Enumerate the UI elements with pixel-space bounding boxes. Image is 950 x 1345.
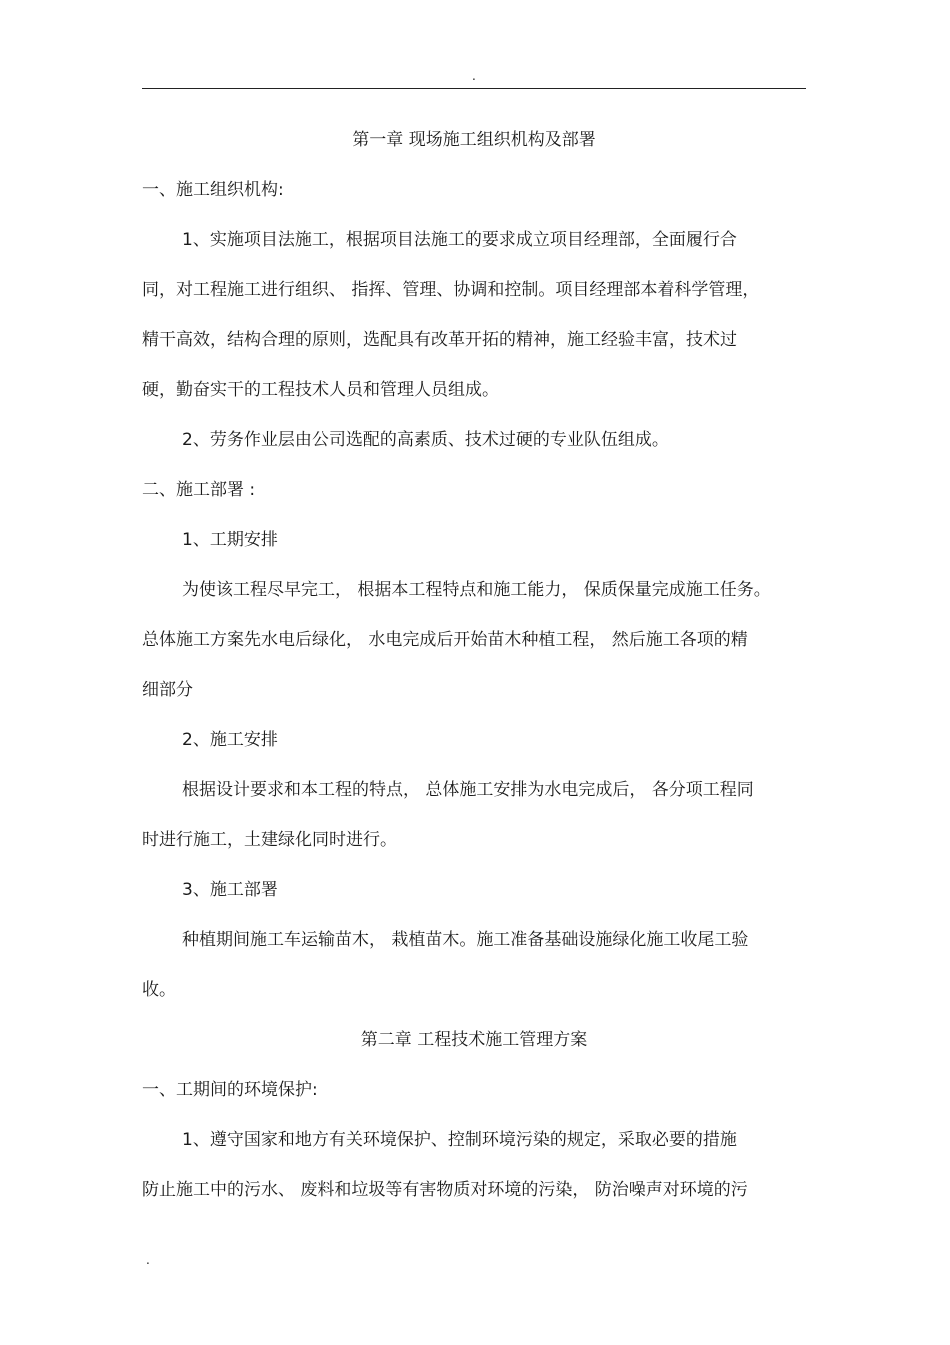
- header-mark: .: [472, 69, 476, 83]
- section-heading: 一、工期间的环境保护:: [142, 1080, 318, 1100]
- paragraph-line: 1、遵守国家和地方有关环境保护、控制环境污染的规定，采取必要的措施: [182, 1130, 737, 1150]
- header-rule: [142, 88, 806, 89]
- paragraph-line: 为使该工程尽早完工， 根据本工程特点和施工能力， 保质保量完成施工任务。: [182, 580, 771, 600]
- subsection-heading: 3、施工部署: [182, 880, 278, 900]
- section-heading: 二、施工部署 :: [142, 480, 256, 500]
- paragraph-line: 防止施工中的污水、 废料和垃圾等有害物质对环境的污染， 防治噪声对环境的污: [142, 1180, 748, 1200]
- document-body: [142, 115, 806, 1215]
- paragraph-line: 种植期间施工车运输苗木， 栽植苗木。施工准备基础设施绿化施工收尾工验: [182, 930, 749, 950]
- chapter-2-title: 第二章 工程技术施工管理方案: [360, 1030, 588, 1050]
- paragraph-line: 时进行施工，土建绿化同时进行。: [142, 830, 397, 850]
- footer-mark: .: [146, 1253, 150, 1267]
- paragraph-line: 总体施工方案先水电后绿化， 水电完成后开始苗木种植工程， 然后施工各项的精: [142, 630, 748, 650]
- subsection-heading: 2、施工安排: [182, 730, 278, 750]
- paragraph-line: 细部分: [142, 680, 193, 700]
- paragraph-line: 1、实施项目法施工，根据项目法施工的要求成立项目经理部，全面履行合: [182, 230, 737, 250]
- paragraph-line: 硬，勤奋实干的工程技术人员和管理人员组成。: [142, 380, 499, 400]
- paragraph-line: 收。: [142, 980, 176, 1000]
- section-heading: 一、施工组织机构:: [142, 180, 284, 200]
- subsection-heading: 1、工期安排: [182, 530, 278, 550]
- paragraph-line: 同，对工程施工进行组织、 指挥、管理、协调和控制。项目经理部本着科学管理，: [142, 280, 760, 300]
- paragraph-line: 2、劳务作业层由公司选配的高素质、技术过硬的专业队伍组成。: [182, 430, 669, 450]
- paragraph-line: 精干高效，结构合理的原则，选配具有改革开拓的精神，施工经验丰富，技术过: [142, 330, 737, 350]
- chapter-1-title: 第一章 现场施工组织机构及部署: [352, 130, 596, 150]
- paragraph-line: 根据设计要求和本工程的特点， 总体施工安排为水电完成后， 各分项工程同: [182, 780, 754, 800]
